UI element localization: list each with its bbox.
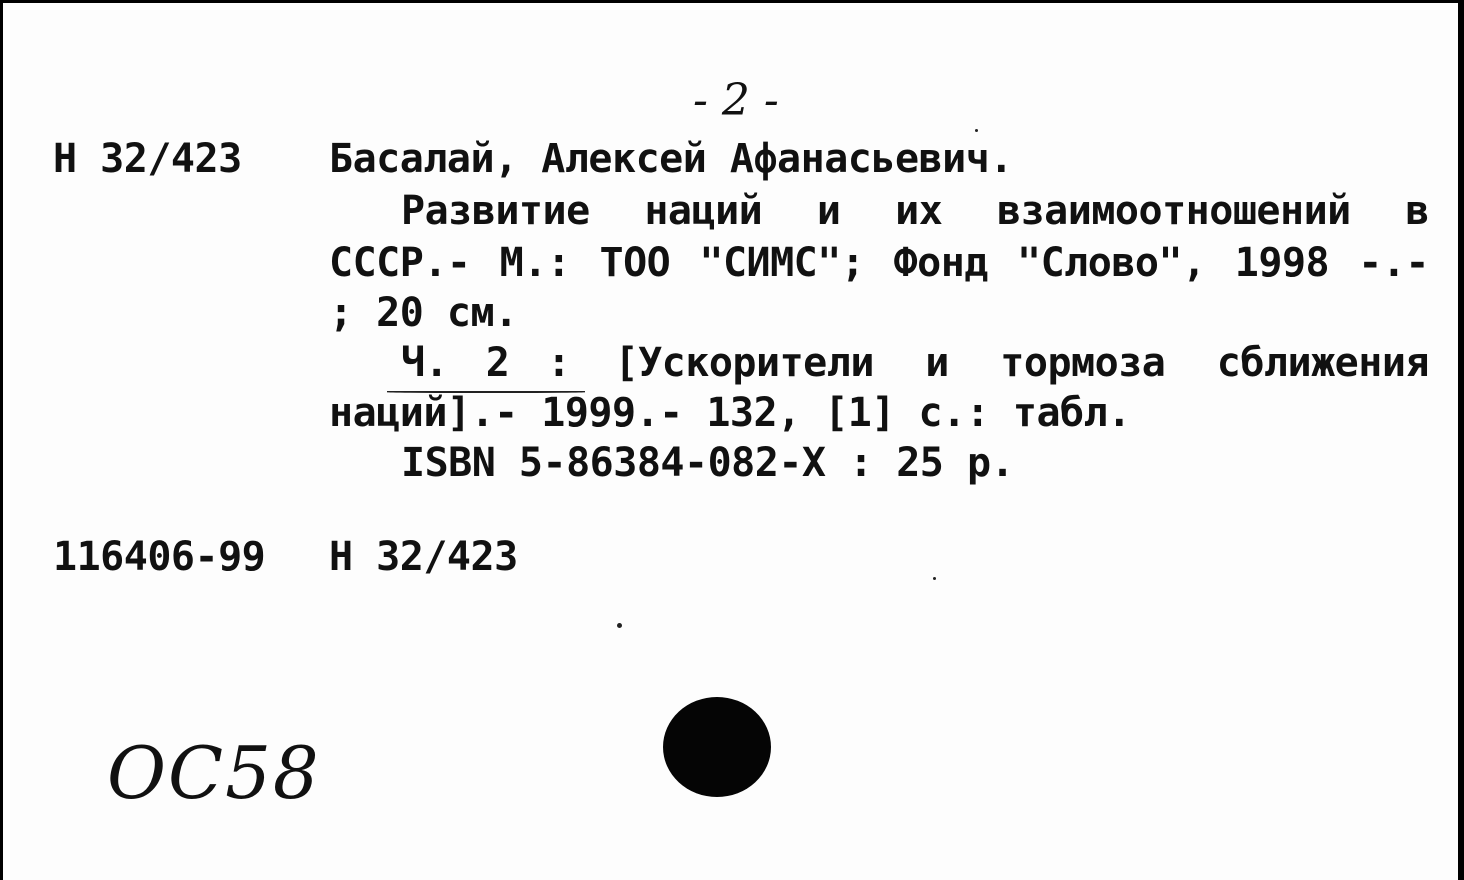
shelfmark-bottom: Н 32/423 xyxy=(329,534,518,580)
shelfmark: Н 32/423 xyxy=(53,136,242,182)
title-line-1: Развитие наций и их взаимоотношений в xyxy=(401,188,1429,234)
part-line xyxy=(401,339,1429,387)
accession-number: 116406-99 xyxy=(53,534,266,580)
scan-speck xyxy=(617,623,622,628)
page-number: - 2 - xyxy=(693,75,779,126)
title-line-2: СССР.- М.: ТОО "СИМС"; Фонд "Слово", 1998 -.- xyxy=(329,240,1429,286)
punch-hole xyxy=(663,697,771,797)
isbn-line: ISBN 5-86384-082-X : 25 р. xyxy=(401,440,1015,486)
part-title-line-2: наций].- 1999.- 132, [1] с.: табл. xyxy=(329,390,1131,436)
author-heading: Басалай, Алексей Афанасьевич. xyxy=(329,136,1013,182)
handwritten-note: ОС58 xyxy=(107,731,321,815)
part-label: Ч. 2 : xyxy=(401,340,571,386)
scan-speck xyxy=(933,577,936,580)
title-line-3: ; 20 см. xyxy=(329,290,518,336)
part-title-line-1: [Ускорители и тормоза сближения xyxy=(614,340,1429,386)
scan-speck xyxy=(975,129,978,132)
